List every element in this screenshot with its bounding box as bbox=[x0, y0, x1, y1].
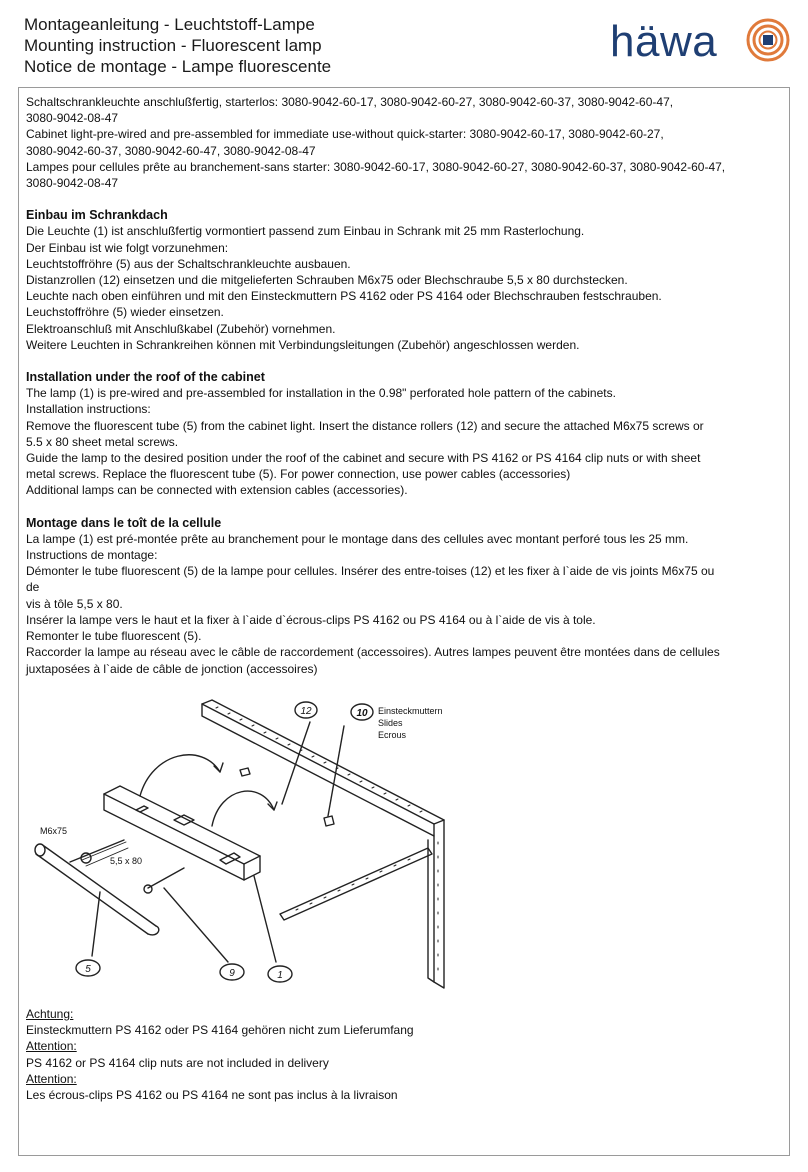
note-label: Attention: bbox=[26, 1071, 77, 1086]
title-english: Mounting instruction - Fluorescent lamp bbox=[24, 36, 322, 55]
intro-line: 3080-9042-08-47 bbox=[26, 111, 119, 126]
callout-9-label: 9 bbox=[229, 968, 235, 979]
section-line: Distanzrollen (12) einsetzen und die mitgelieferten Schrauben M6x75 oder Blechschraube 5,5 x 80 durchstecken. bbox=[26, 273, 628, 288]
section-french bbox=[26, 515, 726, 677]
section-line: Elektroanschluß mit Anschlußkabel (Zubehör) vornehmen. bbox=[26, 321, 336, 336]
note-label: Achtung: bbox=[26, 1007, 74, 1021]
label-ecrous: Ecrous bbox=[378, 730, 407, 740]
section-line: Raccorder la lampe au réseau avec le câble de raccordement (accessoires). Autres lampes peuvent être montées dans de cellules bbox=[26, 645, 720, 660]
section-heading: Installation under the roof of the cabinet bbox=[26, 370, 265, 385]
intro-line: Schaltschrankleuchte anschlußfertig, starterlos: 3080-9042-60-17, 3080-9042-60-27, 3080-9042-60-37, 3080-9042-60-47, bbox=[26, 95, 674, 109]
intro-line: Cabinet light-pre-wired and pre-assembled for immediate use-without quick-starter: 3080-9042-60-17, 3080-9042-60-27, bbox=[26, 127, 664, 142]
section-heading: Montage dans le toît de la cellule bbox=[26, 515, 222, 530]
brand-logo bbox=[610, 14, 790, 76]
section-line: Die Leuchte (1) ist anschlußfertig vormontiert passend zum Einbau in Schrank mit 25 mm Rasterlochung. bbox=[26, 224, 585, 239]
arrow-left bbox=[140, 755, 220, 796]
section-line: Weitere Leuchten in Schrankreihen können mit Verbindungsleitungen (Zubehör) angeschlossen werden. bbox=[26, 337, 580, 352]
callout-10-label: 10 bbox=[356, 708, 368, 719]
instructions-body bbox=[26, 94, 726, 677]
arrow-right bbox=[212, 791, 274, 826]
section-line: The lamp (1) is pre-wired and pre-assembled for installation in the 0.98" perforated hole pattern of the cabinets. bbox=[26, 386, 616, 401]
section-german bbox=[26, 207, 726, 353]
section-line: vis à tôle 5,5 x 80. bbox=[26, 596, 123, 611]
label-5-5x80: 5,5 x 80 bbox=[110, 856, 143, 866]
mounting-diagram bbox=[24, 692, 464, 1014]
intro-block bbox=[26, 94, 726, 191]
section-line: Instructions de montage: bbox=[26, 548, 158, 563]
screw-head bbox=[144, 885, 152, 893]
label-einsteckmuttern: Einsteckmuttern bbox=[378, 706, 443, 716]
note-text: Einsteckmuttern PS 4162 oder PS 4164 gehören nicht zum Lieferumfang bbox=[26, 1023, 414, 1038]
intro-line: 3080-9042-60-37, 3080-9042-60-47, 3080-9042-08-47 bbox=[26, 143, 316, 158]
note-text: Les écrous-clips PS 4162 ou PS 4164 ne sont pas inclus à la livraison bbox=[26, 1088, 398, 1103]
clip-nut bbox=[240, 768, 250, 776]
intro-line: 3080-9042-08-47 bbox=[26, 176, 119, 191]
section-line: Leuchstoffröhre (5) wieder einsetzen. bbox=[26, 305, 224, 320]
section-line: metal screws. Replace the fluorescent tube (5). For power connection, use power cables (accessories) bbox=[26, 467, 571, 482]
label-m6x75: M6x75 bbox=[40, 826, 68, 836]
document-titles bbox=[24, 14, 331, 77]
callout-5-label: 5 bbox=[85, 964, 91, 975]
section-line: La lampe (1) est pré-montée prête au branchement pour le montage dans des cellules avec montant perforé tous les 25 mm. bbox=[26, 531, 689, 546]
section-line: Remove the fluorescent tube (5) from the cabinet light. Insert the distance rollers (12) and secure the attached M6x75 screws or bbox=[26, 418, 704, 433]
arrow-left-head bbox=[214, 763, 223, 772]
callout-1-label: 1 bbox=[277, 970, 283, 981]
logo-wordmark: häwa bbox=[610, 17, 718, 66]
section-line: Guide the lamp to the desired position under the roof of the cabinet and secure with PS 4162 or PS 4164 clip nuts or with sheet bbox=[26, 451, 701, 466]
clip-nut bbox=[324, 816, 334, 826]
note-label: Attention: bbox=[26, 1039, 77, 1054]
section-line: Leuchte nach oben einführen und mit den Einsteckmuttern PS 4162 oder PS 4164 oder Blechschrauben festschrauben. bbox=[26, 289, 662, 304]
title-german: Montageanleitung - Leuchtstoff-Lampe bbox=[24, 15, 315, 34]
section-line: Insérer la lampe vers le haut et la fixer à l`aide d`écrous-clips PS 4162 ou PS 4164 ou à l`aide de vis à tole. bbox=[26, 612, 596, 627]
cabinet-frame bbox=[202, 700, 444, 988]
intro-line: Lampes pour cellules prête au branchement-sans starter: 3080-9042-60-17, 3080-9042-60-27, 3080-9042-60-37, 3080-9042-60-47, bbox=[26, 159, 726, 174]
attention-notes bbox=[26, 1006, 726, 1103]
section-line: 5.5 x 80 sheet metal screws. bbox=[26, 434, 179, 449]
section-line: Démonter le tube fluorescent (5) de la lampe pour cellules. Insérer des entre-toises (12) et les fixer à l`aide de vis joints M6x75 ou de bbox=[26, 564, 715, 595]
screw-sheet-metal bbox=[148, 868, 184, 888]
section-line: Additional lamps can be connected with extension cables (accessories). bbox=[26, 483, 408, 498]
title-french: Notice de montage - Lampe fluorescente bbox=[24, 57, 332, 76]
section-line: Installation instructions: bbox=[26, 402, 151, 417]
section-heading: Einbau im Schrankdach bbox=[26, 208, 168, 223]
section-english bbox=[26, 369, 726, 499]
section-line: Remonter le tube fluorescent (5). bbox=[26, 629, 202, 644]
section-line: juxtaposées à l`aide de câble de jonction (accessoires) bbox=[26, 661, 318, 676]
section-line: Der Einbau ist wie folgt vorzunehmen: bbox=[26, 240, 229, 255]
logo-target-icon bbox=[746, 18, 790, 62]
section-line: Leuchtstoffröhre (5) aus der Schaltschrankleuchte ausbauen. bbox=[26, 256, 351, 271]
callout-12-label: 12 bbox=[300, 706, 312, 717]
label-slides: Slides bbox=[378, 718, 403, 728]
note-text: PS 4162 or PS 4164 clip nuts are not included in delivery bbox=[26, 1055, 329, 1070]
